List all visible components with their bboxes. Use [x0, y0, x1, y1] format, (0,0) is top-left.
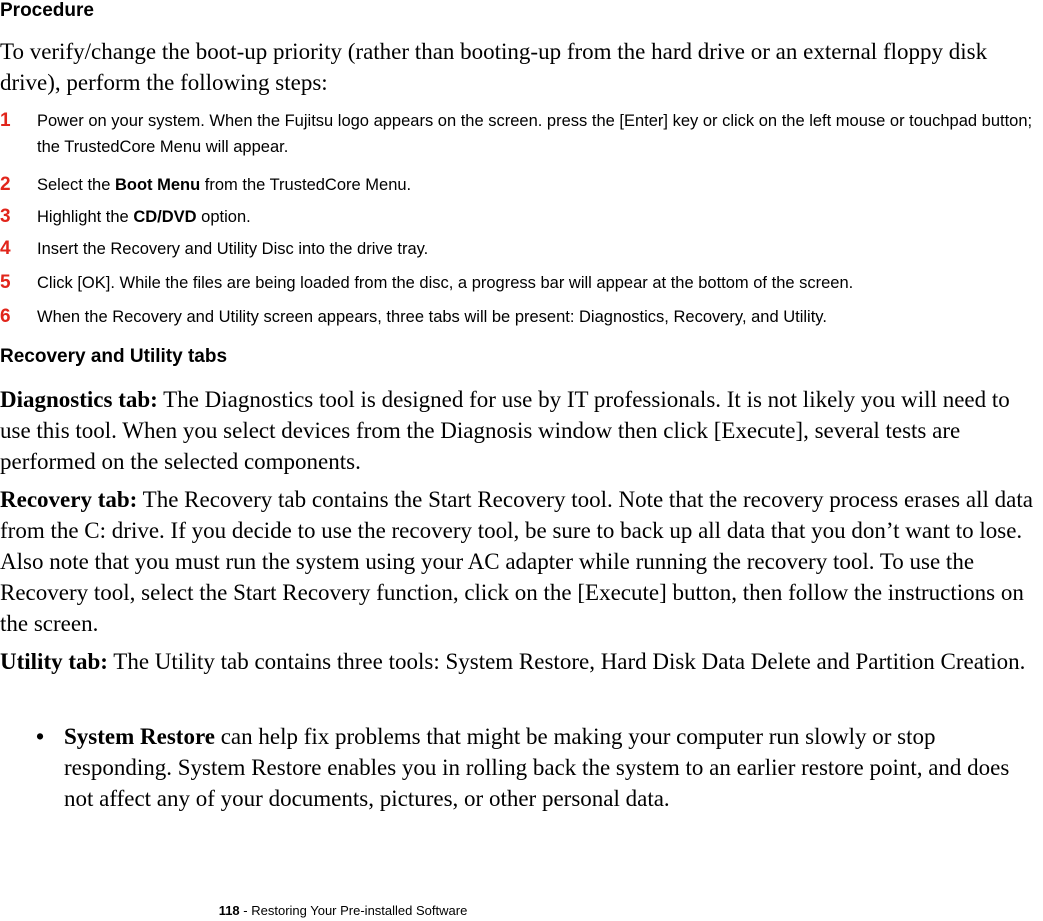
utility-label: Utility tab:: [0, 649, 108, 674]
recovery-text: The Recovery tab contains the Start Recovery tool. Note that the recovery process erases all data from the C: drive. If you decide to use the recovery tool, be sure to back up all data that you don’t want to lose. Also note that you must run the system using your AC adapter while running the recovery tool. To use the Recovery tool, select the Start Recovery function, click on the [Execute] button, then follow the instructions on the screen.: [0, 487, 1033, 636]
page-number: 118: [218, 903, 240, 918]
step-number: 1: [0, 110, 11, 131]
diagnostics-paragraph: [0, 384, 1040, 477]
bullet-text: System Restore can help fix problems that might be making your computer run slowly or stop responding. System Restore enables you in rolling back the system to an earlier restore point, and does not affect any of your documents, pictures, or other personal data.: [64, 724, 1010, 811]
recovery-label: Recovery tab:: [0, 487, 138, 512]
procedure-intro: To verify/change the boot-up priority (rather than booting-up from the hard drive or an external floppy disk drive), perform the following steps:: [0, 39, 988, 95]
step-text: When the Recovery and Utility screen appears, three tabs will be present: Diagnostics, Recovery, and Utility.: [37, 308, 827, 326]
step-number: 2: [0, 174, 11, 195]
diagnostics-text: The Diagnostics tool is designed for use by IT professionals. It is not likely you will need to use this tool. When you select devices from the Diagnosis window then click [Execute], several tests are performed on the selected components.: [0, 387, 1010, 474]
step-number: 6: [0, 306, 11, 327]
page-footer: [0, 903, 686, 919]
diagnostics-label: Diagnostics tab:: [0, 387, 158, 412]
boot-menu-term: Boot Menu: [114, 176, 201, 194]
system-restore-term: System Restore: [64, 724, 215, 749]
step-number: 3: [0, 206, 11, 227]
recovery-paragraph: [0, 484, 1040, 639]
tabs-heading: Recovery and Utility tabs: [0, 346, 228, 367]
cd-dvd-term: CD/DVD: [133, 208, 197, 226]
step-number: 4: [0, 238, 11, 259]
step-number: 5: [0, 272, 11, 293]
footer-separator: -: [239, 903, 252, 918]
procedure-heading: Procedure: [0, 0, 94, 21]
bullet-icon: •: [36, 724, 45, 749]
utility-paragraph: [0, 646, 1040, 677]
utility-text: The Utility tab contains three tools: System Restore, Hard Disk Data Delete and Partition Creation.: [107, 649, 1026, 674]
step-text: Insert the Recovery and Utility Disc into the drive tray.: [37, 240, 429, 258]
step-text: Click [OK]. While the files are being loaded from the disc, a progress bar will appear at the bottom of the screen.: [37, 274, 854, 292]
step-text: Highlight the CD/DVD option.: [37, 208, 251, 226]
step-text: Select the Boot Menu from the TrustedCore Menu.: [37, 176, 412, 194]
step-text: Power on your system. When the Fujitsu logo appears on the screen. press the [Enter] key or click on the left mouse or touchpad button; the TrustedCore Menu will appear.: [37, 112, 1033, 156]
footer-title: Restoring Your Pre-installed Software: [251, 903, 468, 918]
